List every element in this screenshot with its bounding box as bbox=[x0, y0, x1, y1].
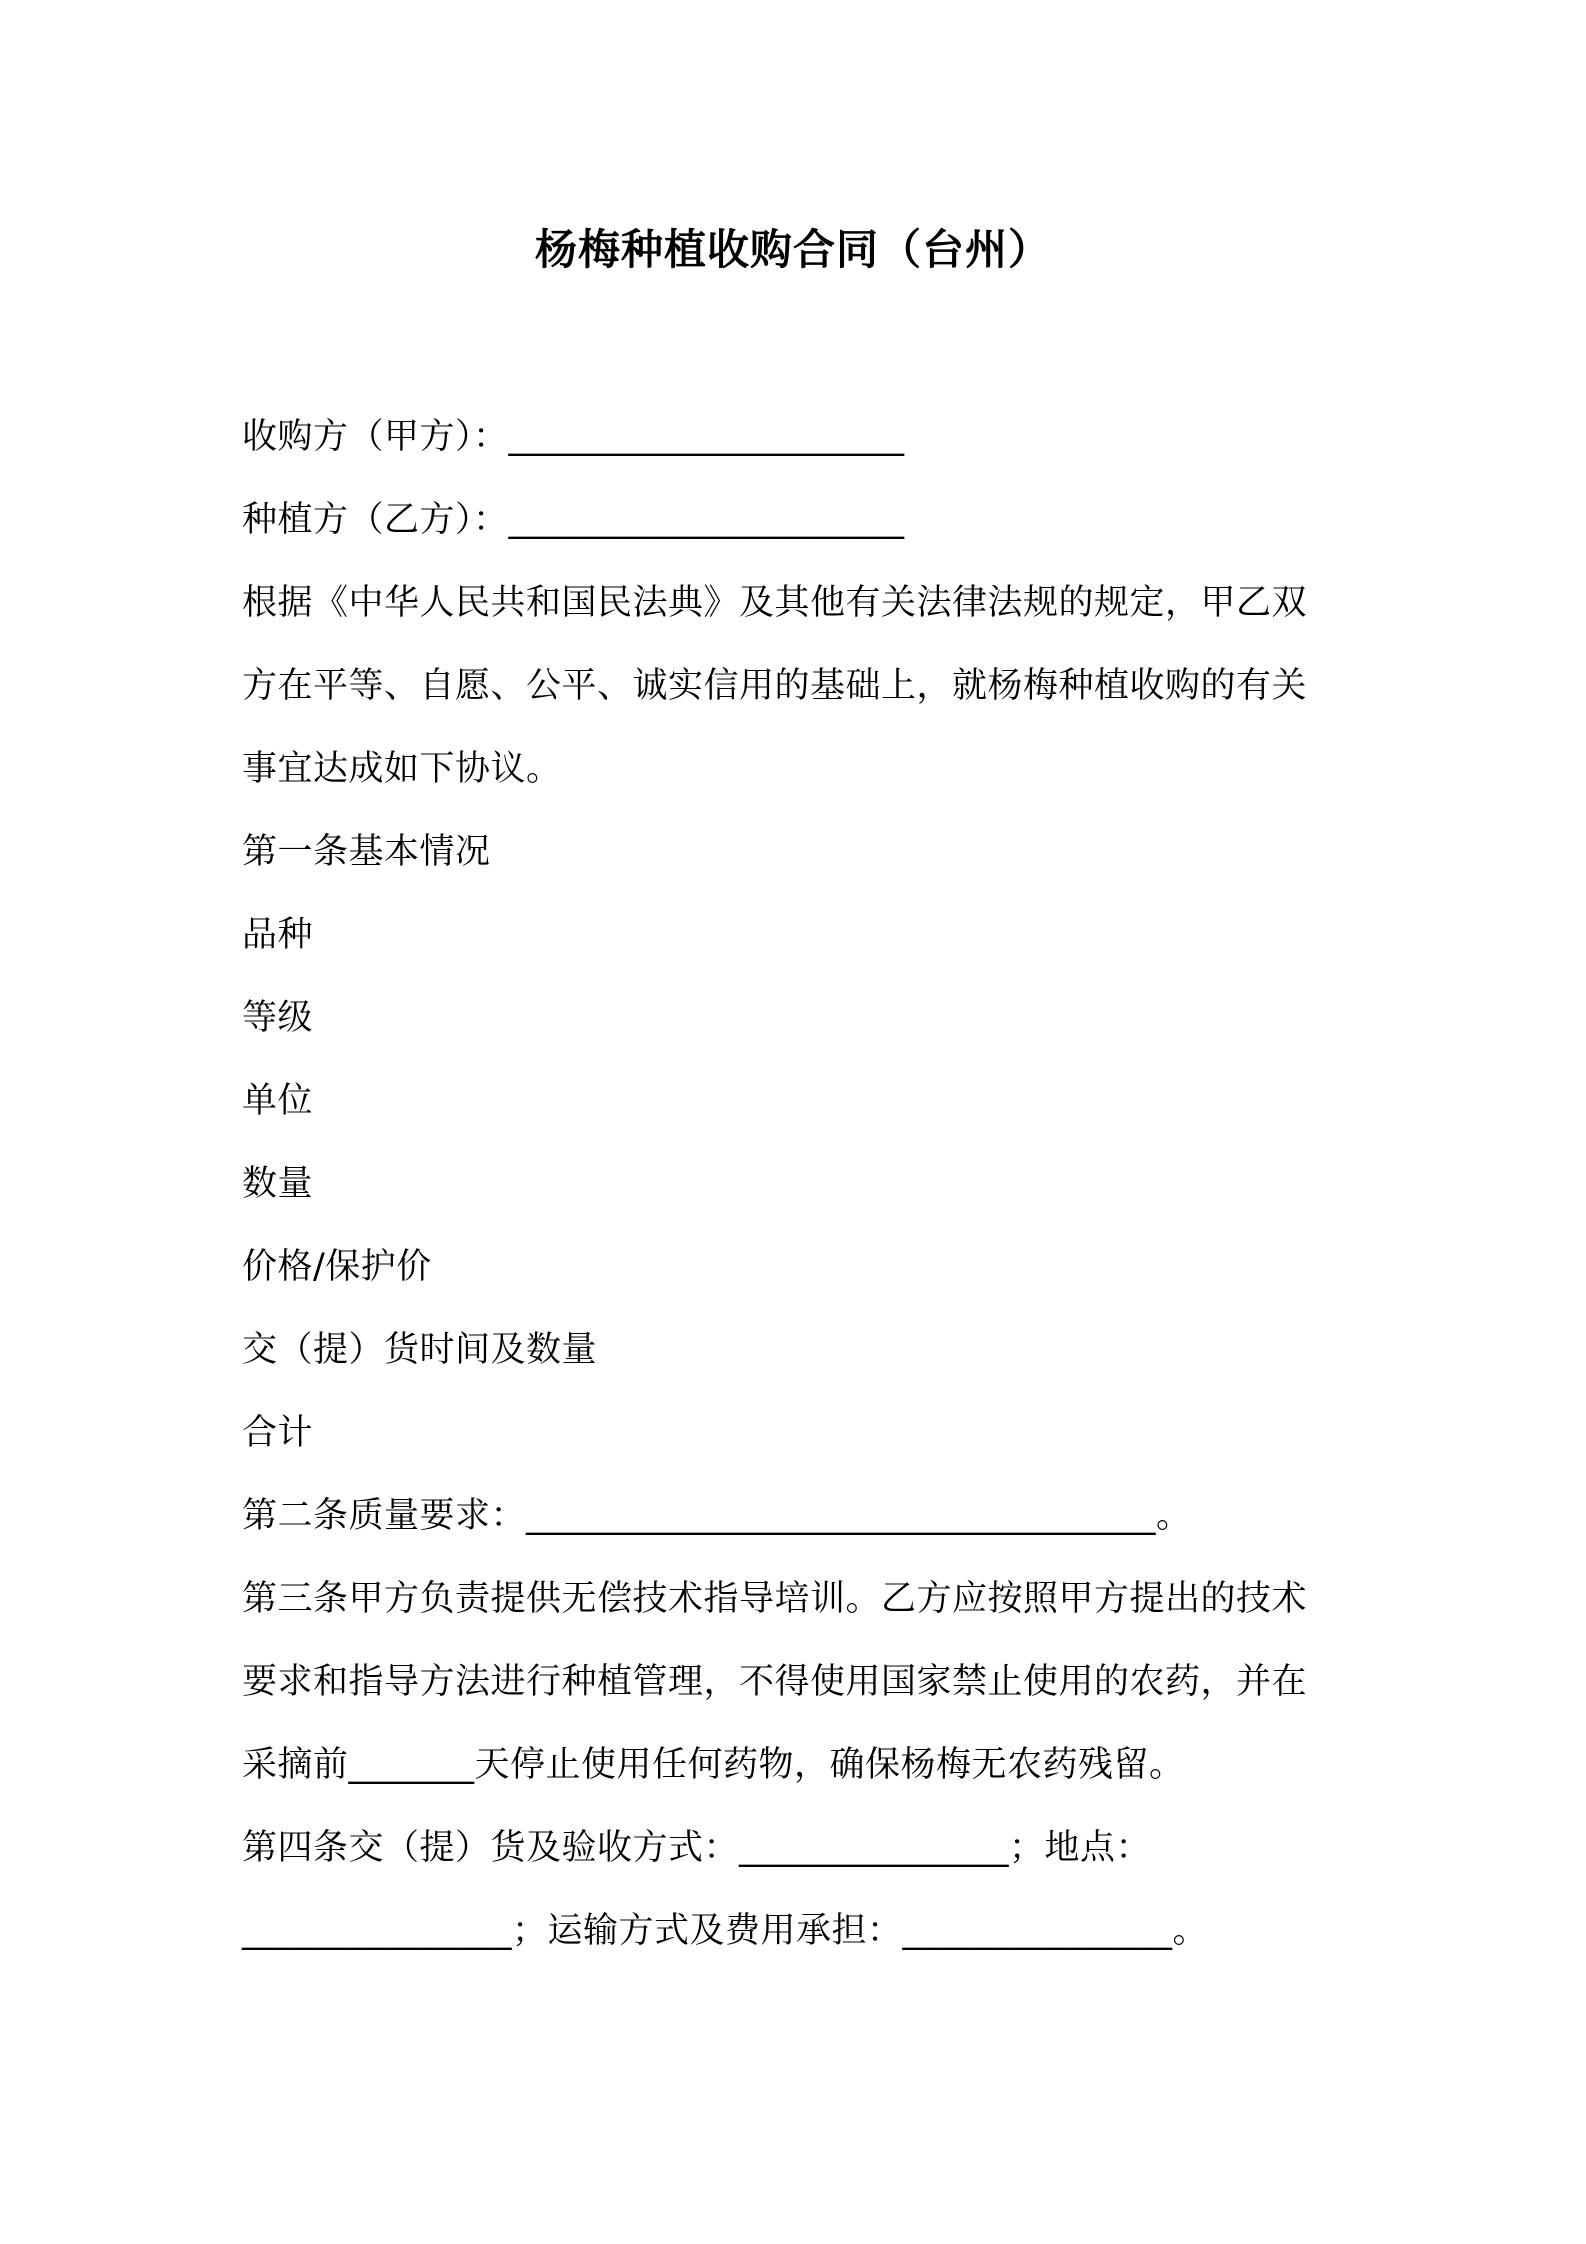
article-4-line-1: 第四条交（提）货及验收方式：_______________；地点： bbox=[242, 1828, 1152, 1868]
item-total: 合计 bbox=[242, 1413, 314, 1453]
item-price: 价格/保护价 bbox=[242, 1247, 432, 1287]
item-variety: 品种 bbox=[242, 915, 314, 955]
grower-party-line: 种植方（乙方）：______________________ bbox=[242, 500, 905, 540]
article-3-line-3: 采摘前_______天停止使用任何药物，确保杨梅无农药残留。 bbox=[242, 1745, 1185, 1785]
contract-title: 杨梅种植收购合同（台州） bbox=[534, 225, 1051, 274]
item-grade: 等级 bbox=[242, 998, 314, 1038]
preamble-line-3: 事宜达成如下协议。 bbox=[242, 749, 562, 789]
item-delivery-time: 交（提）货时间及数量 bbox=[242, 1330, 598, 1370]
preamble-line-2: 方在平等、自愿、公平、诚实信用的基础上，就杨梅种植收购的有关 bbox=[242, 666, 1308, 706]
article-2-quality: 第二条质量要求：___________________________________。 bbox=[242, 1496, 1192, 1536]
item-quantity: 数量 bbox=[242, 1164, 314, 1204]
article-1-heading: 第一条基本情况 bbox=[242, 832, 491, 872]
article-4-line-2: _______________；运输方式及费用承担：_______________。 bbox=[242, 1911, 1209, 1951]
article-3-line-2: 要求和指导方法进行种植管理，不得使用国家禁止使用的农药，并在 bbox=[242, 1662, 1308, 1702]
item-unit: 单位 bbox=[242, 1081, 314, 1121]
buyer-party-line: 收购方（甲方）：______________________ bbox=[242, 417, 905, 457]
article-3-line-1: 第三条甲方负责提供无偿技术指导培训。乙方应按照甲方提出的技术 bbox=[242, 1579, 1308, 1619]
preamble-line-1: 根据《中华人民共和国民法典》及其他有关法律法规的规定，甲乙双 bbox=[242, 583, 1308, 623]
